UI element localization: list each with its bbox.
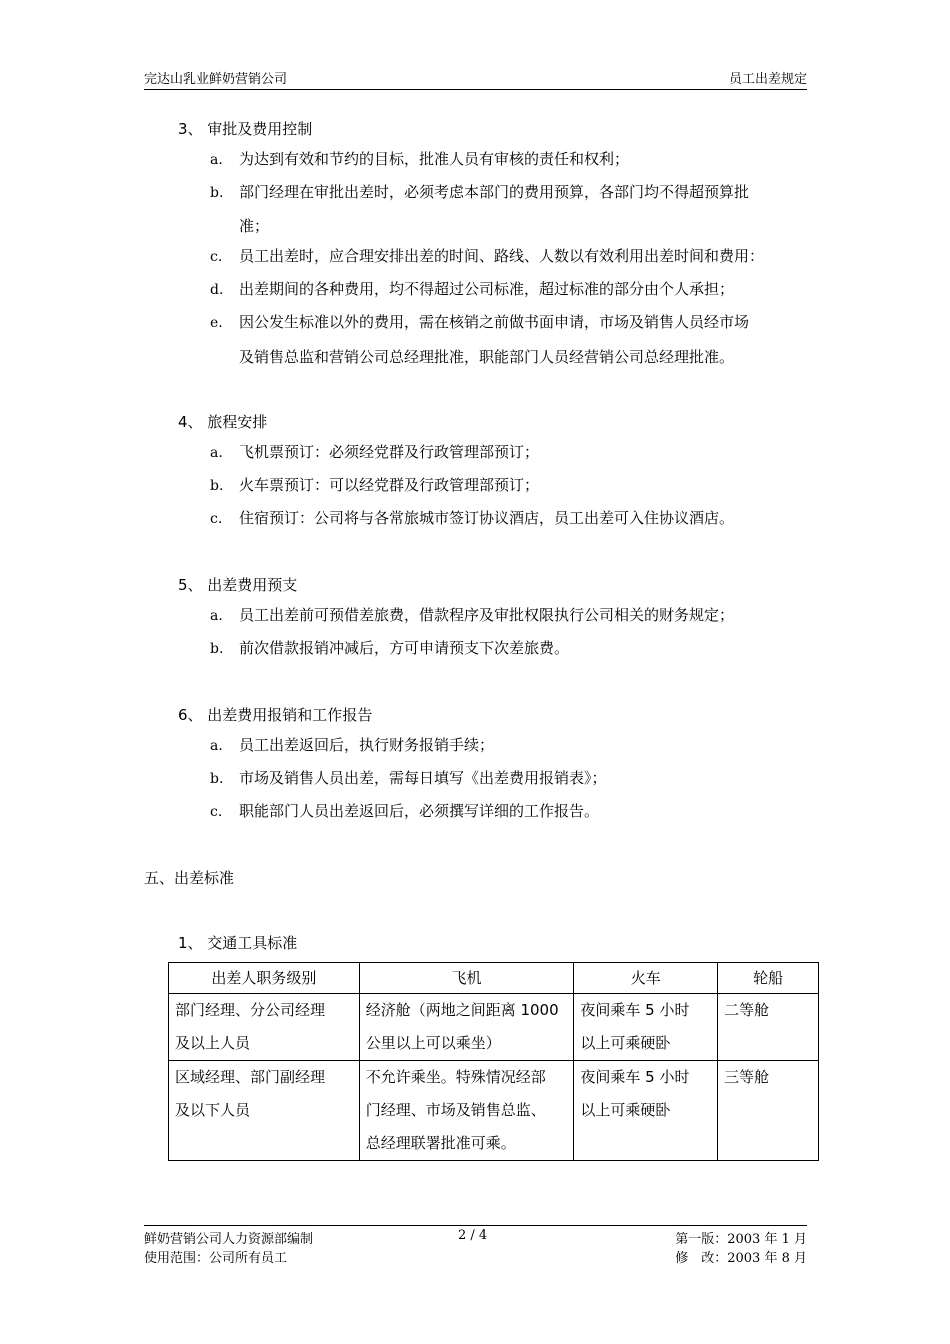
section-title: 4、 旅程安排 <box>178 413 268 431</box>
item-marker: a. <box>210 445 223 461</box>
table-row <box>169 1061 819 1161</box>
item-text: 为达到有效和节约的目标，批准人员有审核的责任和权利； <box>239 150 630 168</box>
item-marker: c. <box>210 511 223 527</box>
list-item <box>210 795 810 828</box>
item-text: 部门经理在审批出差时，必须考虑本部门的费用预算，各部门均不得超预算批 <box>239 183 750 201</box>
list-item <box>210 176 810 209</box>
cell-line: 部门经理、分公司经理 <box>175 1001 326 1019</box>
table-row <box>169 994 819 1061</box>
section-title: 6、 出差费用报销和工作报告 <box>178 706 373 724</box>
table-cell <box>574 994 718 1061</box>
item-marker: a. <box>210 152 223 168</box>
table-cell <box>574 1061 718 1161</box>
item-marker: b. <box>210 771 224 787</box>
section-title: 5、 出差费用预支 <box>178 576 298 594</box>
item-text: 飞机票预订：必须经党群及行政管理部预订； <box>239 443 540 461</box>
list-item <box>210 143 810 176</box>
item-marker: b. <box>210 478 224 494</box>
list-item <box>210 240 810 273</box>
header-doc-title: 员工出差规定 <box>728 72 807 87</box>
item-marker: a. <box>210 608 223 624</box>
item-marker: c. <box>210 804 223 820</box>
footer-revision: 修 改：2003 年 8 月 <box>675 1251 807 1266</box>
item-marker: c. <box>210 249 223 265</box>
list-item <box>210 762 810 795</box>
table-header-cell: 轮船 <box>718 963 819 994</box>
table-header-cell: 火车 <box>574 963 718 994</box>
list-item <box>210 306 810 339</box>
table-cell <box>169 1061 360 1161</box>
footer-version: 第一版：2003 年 1 月 <box>675 1232 807 1247</box>
item-marker: b. <box>210 185 224 201</box>
cell-line: 公里以上可以乘坐） <box>365 1034 501 1052</box>
item-text: 前次借款报销冲减后，方可申请预支下次差旅费。 <box>239 639 570 657</box>
table-header-cell: 飞机 <box>359 963 574 994</box>
chapter-title: 五、出差标准 <box>144 869 235 887</box>
item-text: 市场及销售人员出差，需每日填写《出差费用报销表》； <box>239 769 607 787</box>
item-text-continuation: 准； <box>239 217 270 235</box>
item-marker: e. <box>210 315 223 331</box>
list-item <box>210 502 810 535</box>
item-text: 住宿预订：公司将与各常旅城市签订协议酒店，员工出差可入住协议酒店。 <box>239 509 735 527</box>
cell-line: 区域经理、部门副经理 <box>175 1068 326 1086</box>
item-text: 因公发生标准以外的费用，需在核销之前做书面申请，市场及销售人员经市场 <box>239 313 750 331</box>
cell-line: 以上可乘硬卧 <box>580 1034 671 1052</box>
item-marker: d. <box>210 282 224 298</box>
item-text: 出差期间的各种费用，均不得超过公司标准，超过标准的部分由个人承担； <box>239 280 735 298</box>
item-text: 职能部门人员出差返回后，必须撰写详细的工作报告。 <box>239 802 600 820</box>
table-cell <box>169 994 360 1061</box>
cell-line: 门经理、市场及销售总监、 <box>365 1101 546 1119</box>
list-item <box>210 632 810 665</box>
list-item <box>210 436 810 469</box>
table-header-row <box>169 963 819 994</box>
item-text-continuation: 及销售总监和营销公司总经理批准，职能部门人员经营销公司总经理批准。 <box>239 348 735 366</box>
transport-standard-table <box>168 962 819 1161</box>
section-title: 3、 审批及费用控制 <box>178 120 313 138</box>
item-text: 员工出差时，应合理安排出差的时间、路线、人数以有效利用出差时间和费用： <box>239 247 765 265</box>
cell-line: 不允许乘坐。特殊情况经部 <box>365 1068 546 1086</box>
cell-line: 夜间乘车 5 小时 <box>580 1068 690 1086</box>
cell-line: 三等舱 <box>724 1068 770 1086</box>
table-header-cell: 出差人职务级别 <box>169 963 360 994</box>
footer-page-number: 2 / 4 <box>458 1228 488 1243</box>
table-cell <box>359 994 574 1061</box>
table-cell <box>718 1061 819 1161</box>
item-marker: b. <box>210 641 224 657</box>
cell-line: 总经理联署批准可乘。 <box>365 1134 516 1152</box>
list-item <box>210 273 810 306</box>
table-cell <box>359 1061 574 1161</box>
cell-line: 二等舱 <box>724 1001 770 1019</box>
cell-line: 经济舱（两地之间距离 1000 <box>365 1001 559 1019</box>
header-company: 完达山乳业鲜奶营销公司 <box>144 72 288 87</box>
item-text: 员工出差前可预借差旅费，借款程序及审批权限执行公司相关的财务规定； <box>239 606 735 624</box>
footer-editor: 鲜奶营销公司人力资源部编制 <box>144 1232 314 1247</box>
footer-scope: 使用范围：公司所有员工 <box>144 1251 288 1266</box>
list-item <box>210 469 810 502</box>
cell-line: 夜间乘车 5 小时 <box>580 1001 690 1019</box>
list-item <box>210 599 810 632</box>
cell-line: 及以下人员 <box>175 1101 251 1119</box>
header-divider <box>144 89 807 90</box>
table-cell <box>718 994 819 1061</box>
item-text: 员工出差返回后，执行财务报销手续； <box>239 736 495 754</box>
table-section-title: 1、 交通工具标准 <box>178 934 298 952</box>
footer-divider <box>144 1225 807 1226</box>
list-item <box>210 729 810 762</box>
cell-line: 以上可乘硬卧 <box>580 1101 671 1119</box>
item-marker: a. <box>210 738 223 754</box>
item-text: 火车票预订：可以经党群及行政管理部预订； <box>239 476 540 494</box>
cell-line: 及以上人员 <box>175 1034 251 1052</box>
